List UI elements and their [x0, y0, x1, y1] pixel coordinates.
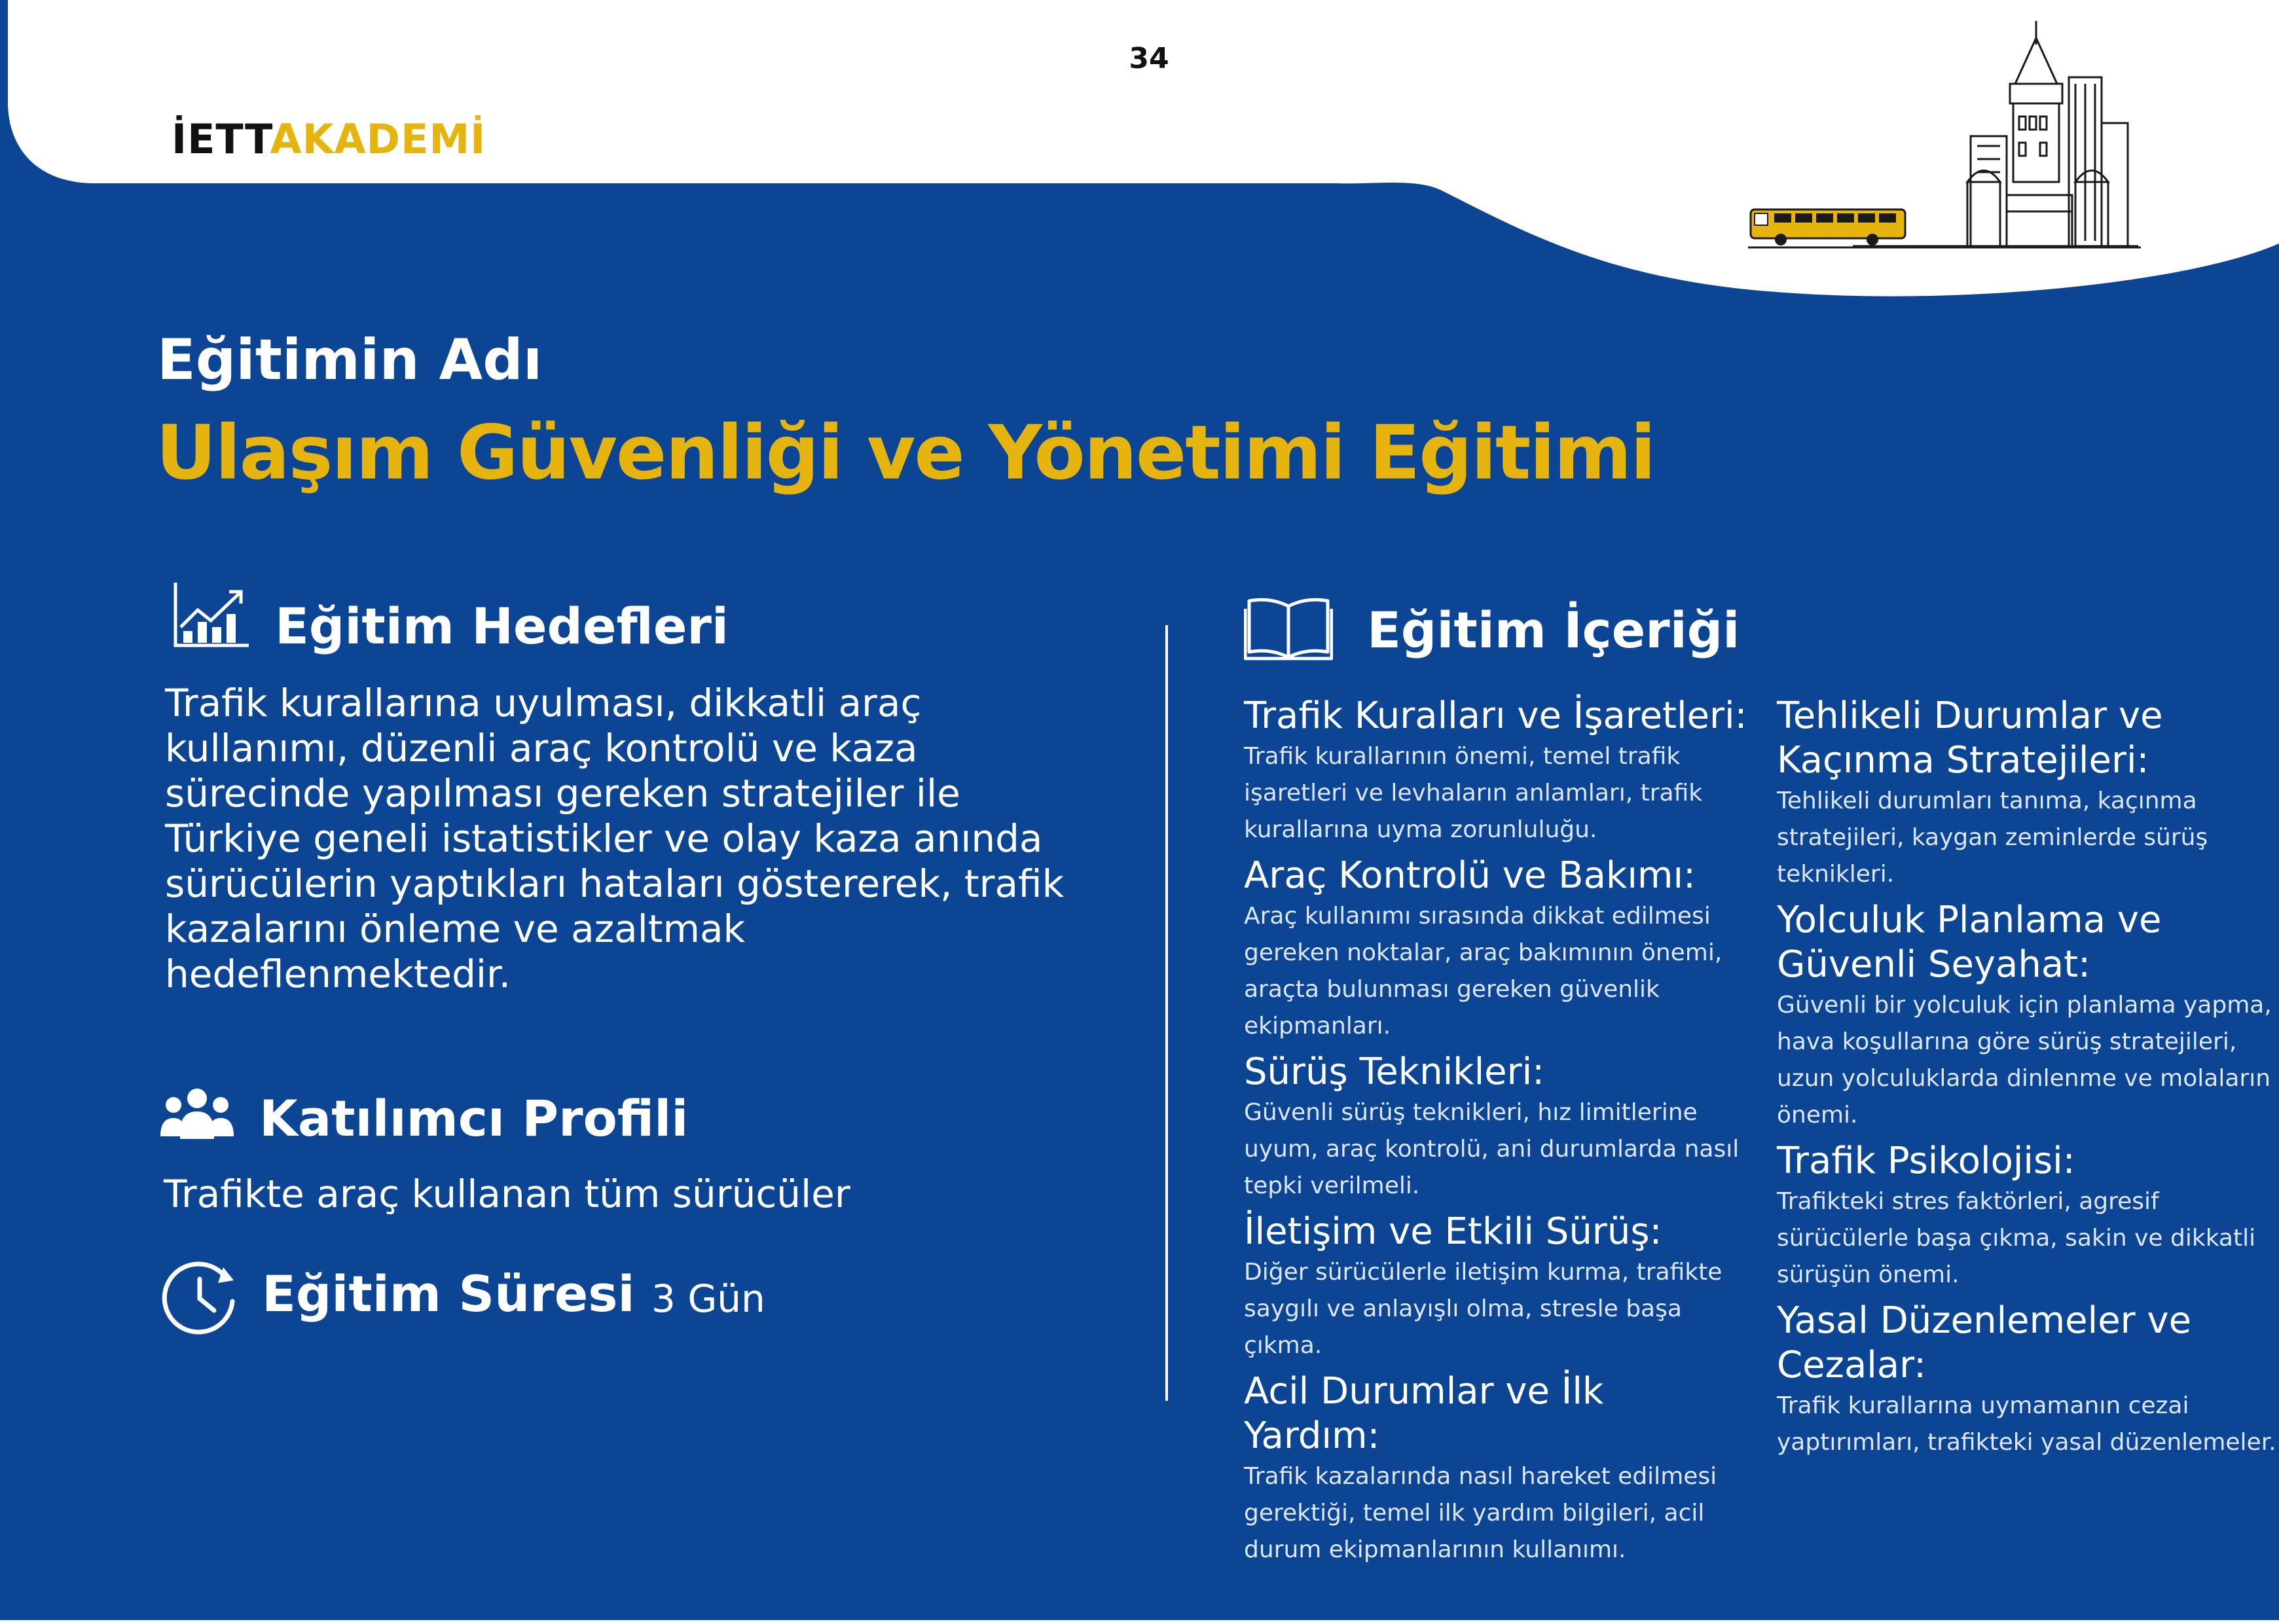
content-item — [1244, 694, 1748, 848]
content-item — [1244, 1050, 1748, 1204]
content-item-desc: Diğer sürücülerle iletişim kurma, trafikte saygılı ve anlayışlı olma, stresle başa çıkma. — [1244, 1259, 1723, 1359]
content-column-left — [1244, 694, 1748, 1574]
content-item-desc: Araç kullanımı sırasında dikkat edilmesi gereken noktalar, araç bakımının önemi, araçta bulunması gereken güvenlik ekipmanları. — [1244, 903, 1723, 1039]
brand-logo — [172, 115, 486, 163]
content-item-title: Yasal Düzenlemeler ve Cezalar: — [1777, 1299, 2192, 1386]
content-item — [1244, 854, 1748, 1045]
content-item-desc: Güvenli sürüş teknikleri, hız limitlerine uyum, araç kontrolü, ani durumlarda nasıl tepki verilmeli. — [1244, 1099, 1740, 1199]
content-item-desc: Trafik kazalarında nasıl hareket edilmesi gerektiği, temel ilk yardım bilgileri, acil durum ekipmanlarının kullanımı. — [1244, 1463, 1717, 1563]
content-item — [1244, 1369, 1748, 1568]
goals-heading: Eğitim Hedefleri — [275, 597, 729, 655]
content-item-title: Araç Kontrolü ve Bakımı: — [1244, 854, 1696, 897]
content-item — [1777, 898, 2279, 1134]
content-item-desc: Güvenli bir yolculuk için planlama yapma, hava koşullarına göre sürüş stratejileri, uzun yolculuklarda dinlenme ve molaların önemi. — [1777, 992, 2272, 1128]
content-item-title: Yolculuk Planlama ve Güvenli Seyahat: — [1777, 899, 2162, 986]
istanbul-skyline-bus-icon — [1748, 18, 2141, 254]
content-item-title: Acil Durumlar ve İlk Yardım: — [1244, 1370, 1604, 1457]
page-number: 34 — [1129, 42, 1169, 75]
group-icon — [160, 1087, 234, 1146]
content-item-title: İletişim ve Etkili Sürüş: — [1244, 1210, 1662, 1253]
content-item-desc: Trafik kurallarının önemi, temel trafik işaretleri ve levhaların anlamları, trafik kurallarına uyma zorunluluğu. — [1244, 743, 1703, 843]
content-item-title: Sürüş Teknikleri: — [1244, 1051, 1545, 1093]
duration-heading: Eğitim Süresi — [262, 1265, 635, 1323]
content-column-right — [1777, 694, 2279, 1466]
participants-heading: Katılımcı Profili — [259, 1089, 689, 1147]
column-divider — [1165, 625, 1168, 1401]
content-item-desc: Tehlikeli durumları tanıma, kaçınma stratejileri, kaygan zeminlerde sürüş teknikleri. — [1777, 787, 2208, 888]
participants-text: Trafikte araç kullanan tüm sürücüler — [164, 1172, 850, 1216]
content-heading: Eğitim İçeriği — [1367, 601, 1740, 659]
brand-logo-part1: İETT — [172, 115, 270, 163]
goals-text: Trafik kurallarına uyulması, dikkatli araç kullanımı, düzenli araç kontrolü ve kaza sürecinde yapılması gereken stratejiler ile Türkiye geneli istatistikler ve olay kaza anında sürücülerin yaptıkları hataları göstererek, trafik kazalarını önleme ve azaltmak hedeflenmektedir. — [165, 681, 1065, 996]
content-item — [1777, 1139, 2279, 1293]
content-item — [1244, 1210, 1748, 1364]
content-item — [1777, 1299, 2279, 1461]
content-item — [1777, 694, 2279, 893]
content-item-desc: Trafikteki stres faktörleri, agresif sürücülerle başa çıkma, sakin ve dikkatli sürüşün önemi. — [1777, 1188, 2256, 1288]
content-item-title: Tehlikeli Durumlar ve Kaçınma Stratejileri: — [1777, 695, 2163, 782]
duration-value: 3 Gün — [651, 1276, 765, 1321]
open-book-icon — [1244, 596, 1333, 661]
content-item-desc: Trafik kurallarına uymamanın cezai yaptırımları, trafikteki yasal düzenlemeler. — [1777, 1392, 2276, 1456]
content-item-title: Trafik Kuralları ve İşaretleri: — [1244, 695, 1747, 737]
content-item-title: Trafik Psikolojisi: — [1777, 1140, 2075, 1182]
brand-logo-part2: AKADEMİ — [270, 115, 486, 163]
course-title: Ulaşım Güvenliği ve Yönetimi Eğitimi — [156, 409, 1655, 496]
growth-chart-icon — [172, 580, 251, 649]
clock-icon — [160, 1258, 239, 1337]
course-label: Eğitimin Adı — [157, 327, 543, 393]
